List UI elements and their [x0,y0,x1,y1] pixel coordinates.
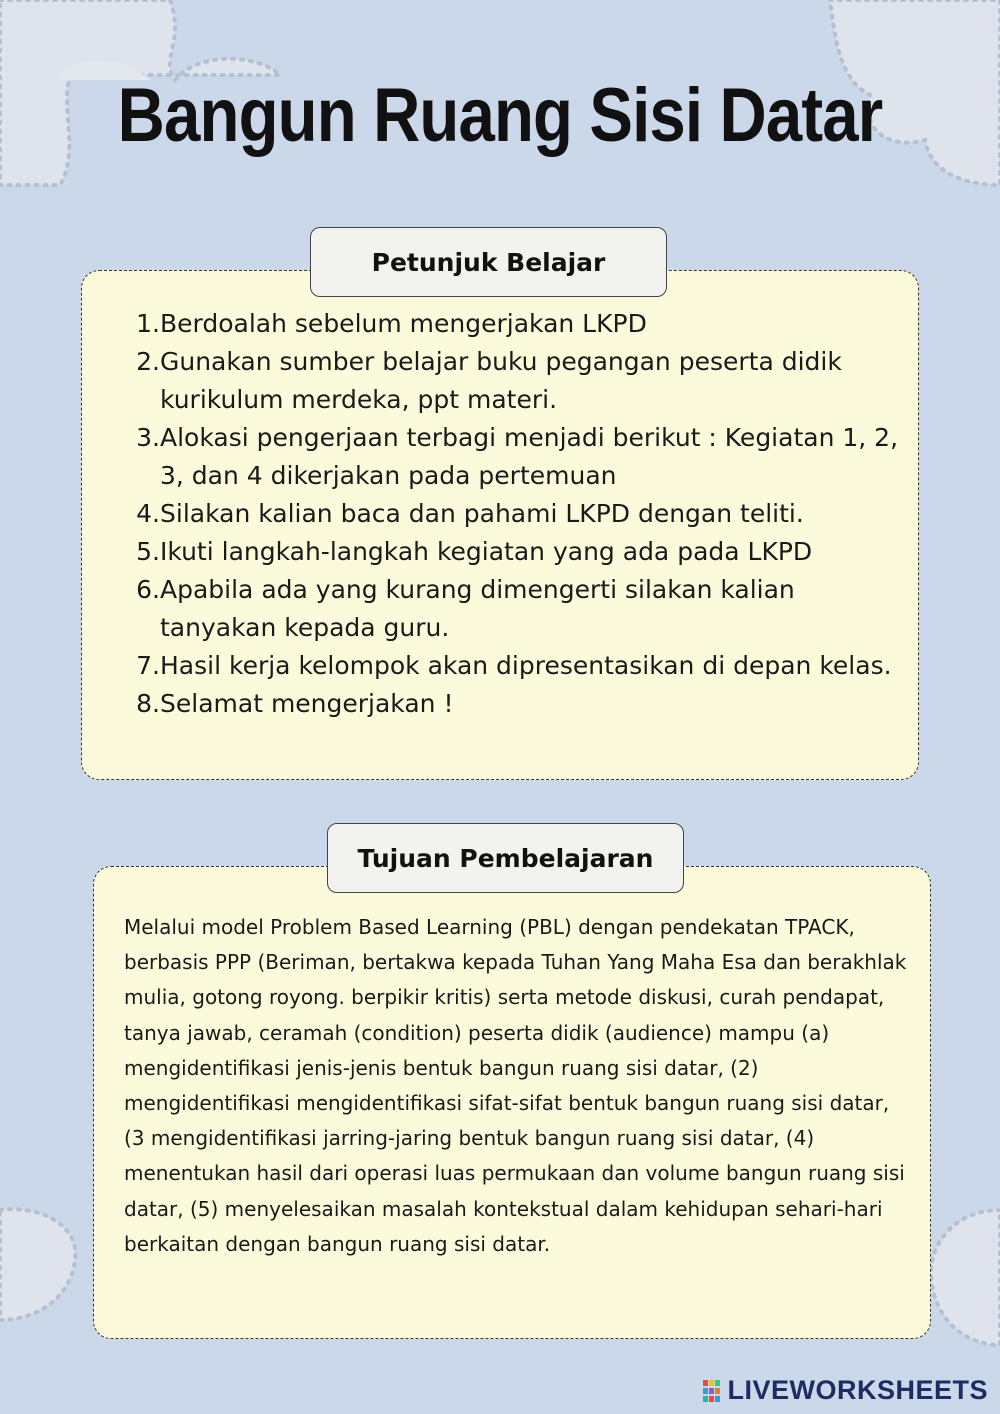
page-title: Bangun Ruang Sisi Datar [117,73,883,158]
list-item-number: 6. [136,575,160,604]
list-item [130,533,900,571]
list-item-number: 2. [136,347,160,376]
list-item-number: 7. [136,651,160,680]
list-item [130,571,900,647]
list-item [130,647,900,685]
list-item-text: Ikuti langkah-langkah kegiatan yang ada pada LKPD [160,537,813,566]
list-item-text: Hasil kerja kelompok akan dipresentasikan di depan kelas. [160,651,892,680]
petunjuk-list [130,305,900,723]
list-item-text: Gunakan sumber belajar buku pegangan peserta didik kurikulum merdeka, ppt materi. [160,347,842,414]
list-item-text: Selamat mengerjakan ! [160,689,454,718]
list-item-text: Apabila ada yang kurang dimengerti silakan kalian tanyakan kepada guru. [160,575,795,642]
list-item-number: 8. [136,689,160,718]
list-item-number: 1. [136,309,160,338]
list-item [130,343,900,419]
list-item-number: 5. [136,537,160,566]
tujuan-heading: Tujuan Pembelajaran [327,823,684,893]
list-item [130,419,900,495]
liveworksheets-brand[interactable] [703,1375,988,1406]
brand-text: LIVEWORKSHEETS [727,1375,988,1405]
list-item-text: Berdoalah sebelum mengerjakan LKPD [160,309,647,338]
list-item-number: 3. [136,423,160,452]
list-item-text: Alokasi pengerjaan terbagi menjadi berikut : Kegiatan 1, 2, 3, dan 4 dikerjakan pada pertemuan [160,423,899,490]
list-item-number: 4. [136,499,160,528]
tujuan-text: Melalui model Problem Based Learning (PBL) dengan pendekatan TPACK, berbasis PPP (Beriman, bertakwa kepada Tuhan Yang Maha Esa dan berakhlak mulia, gotong royong. berpikir kritis) serta metode diskusi, curah pendapat, tanya jawab, ceramah (condition) peserta didik (audience) mampu (a) mengidentifikasi jenis-jenis bentuk bangun ruang sisi datar, (2) mengidentifikasi mengidentifikasi sifat-sifat bentuk bangun ruang sisi datar, (3 mengidentifikasi jarring-jaring bentuk bangun ruang sisi datar, (4) menentukan hasil dari operasi luas permukaan dan volume bangun ruang sisi datar, (5) menyelesaikan masalah kontekstual dalam kehidupan sehari-hari berkaitan dengan bangun ruang sisi datar. [124,915,907,1256]
list-item-text: Silakan kalian baca dan pahami LKPD dengan teliti. [160,499,804,528]
liveworksheets-logo-icon [703,1380,723,1402]
petunjuk-heading: Petunjuk Belajar [310,227,667,297]
list-item [130,495,900,533]
list-item [130,305,900,343]
list-item [130,685,900,723]
